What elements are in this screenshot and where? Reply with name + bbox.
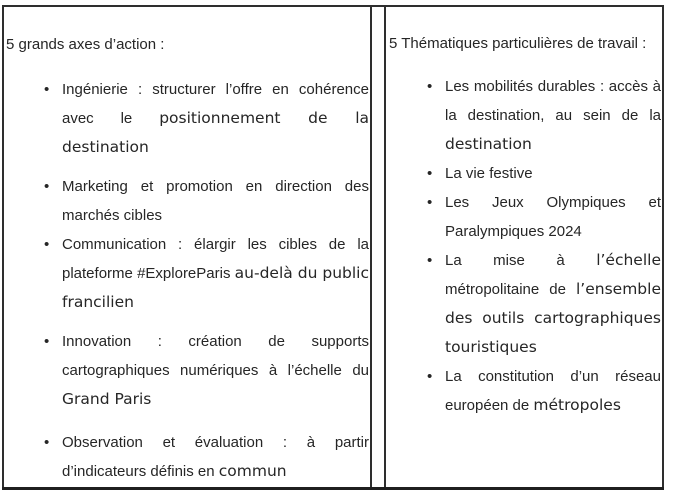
list-item-observation bbox=[6, 428, 369, 486]
right-cell-heading: 5 Thématiques particulières de travail : bbox=[389, 35, 647, 52]
cell-thematiques bbox=[384, 7, 664, 487]
bullet-icon: • bbox=[44, 178, 50, 195]
cell-grands-axes bbox=[2, 7, 372, 487]
list-item-text: l’ensemble des outils cartographiques touristiques bbox=[445, 280, 661, 356]
list-item-text: Innovation : création de supports cartographiques numériques à l’échelle du bbox=[62, 333, 369, 379]
bullet-icon: • bbox=[44, 434, 50, 451]
bullet-icon: • bbox=[44, 333, 50, 350]
list-item-text: métropolitaine de bbox=[445, 281, 576, 298]
bullet-icon: • bbox=[427, 78, 433, 95]
bullet-icon: • bbox=[44, 236, 50, 253]
list-item-text: Les Jeux Olympiques et Paralympiques 2024 bbox=[445, 194, 661, 240]
list-item-text: La vie festive bbox=[445, 165, 533, 182]
list-item-text: Communication : élargir les cibles de la plateforme #ExploreParis bbox=[62, 236, 369, 282]
list-item-text: positionnement de la destination bbox=[62, 109, 369, 156]
list-item-text: La constitution d’un réseau européen de bbox=[445, 368, 661, 414]
list-item-text: Marketing et promotion en direction des marchés cibles bbox=[62, 178, 369, 224]
list-item-text: l’échelle bbox=[596, 251, 661, 269]
list-item-text: Les mobilités durables : accès à la destination, au sein de la bbox=[445, 78, 661, 124]
list-item-mobilites-durables bbox=[389, 72, 661, 159]
list-item-text: commun bbox=[218, 462, 287, 480]
list-item-ingenierie bbox=[6, 75, 369, 162]
list-item-jeux-olympiques bbox=[389, 188, 661, 246]
list-item-vie-festive bbox=[389, 159, 661, 188]
bullet-icon: • bbox=[427, 252, 433, 269]
list-item-marketing bbox=[6, 172, 369, 230]
list-item-mise-a-echelle bbox=[389, 246, 661, 362]
list-item-text: Ingénierie : structurer l’offre en cohérence avec le bbox=[62, 81, 369, 127]
list-item-text: Grand Paris bbox=[62, 390, 152, 408]
bullet-icon: • bbox=[427, 368, 433, 385]
list-item-reseau-europeen bbox=[389, 362, 661, 420]
list-item-communication bbox=[6, 230, 369, 317]
two-column-table bbox=[2, 5, 664, 490]
left-cell-heading: 5 grands axes d’action : bbox=[6, 36, 165, 53]
list-item-innovation bbox=[6, 327, 369, 414]
bullet-icon: • bbox=[427, 165, 433, 182]
list-item-text: Observation et évaluation : à partir d’indicateurs définis en bbox=[62, 434, 369, 480]
list-item-text: au-delà du public francilien bbox=[62, 264, 369, 311]
column-gap bbox=[372, 7, 384, 487]
bullet-icon: • bbox=[427, 194, 433, 211]
bullet-icon: • bbox=[44, 81, 50, 98]
list-item-text: destination bbox=[445, 135, 532, 153]
list-item-text: métropoles bbox=[533, 396, 621, 414]
list-item-text: La mise à bbox=[445, 252, 597, 269]
